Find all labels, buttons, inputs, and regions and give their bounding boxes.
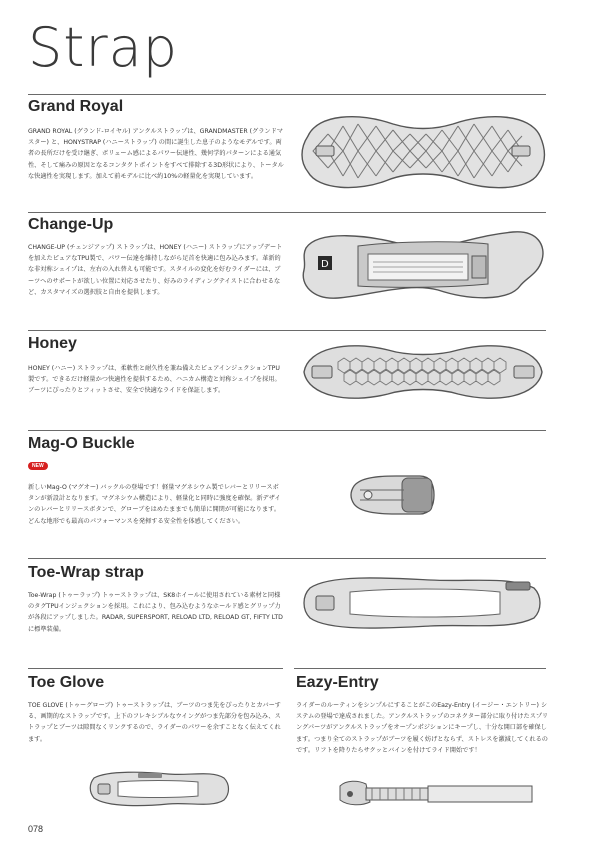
section-divider (28, 212, 546, 213)
section-body-grand-royal: GRAND ROYAL (グランド-ロイヤル) アンクルストラップは、GRANDMASTER (グランドマスター) と、HONYSTRAP (ハニーストラップ) の間に誕生した息子のようなモデルです。両者の長所だけを受け継ぎ、ボリューム感によるパワー伝達性、幾何学的パターンによる通気性、そして痛みの原因となるコンタクトポイントをすべて排除する3D形状により、トータルな快適性を実現します。加えて前モデルに比べ約10%の軽量化を実現しています。 (28, 128, 284, 180)
section-body-change-up: CHANGE-UP (チェンジアップ) ストラップは、HONEY (ハニー) ストラップにアップデートを加えたピュアなTPU製で、パワー伝達を維持しながら足首を快適に包み込みます。革新的な非対称シェイプは、左右の入れ替えも可能です。スタイルの変化を好むライダーには、ブーツへのサポートが欲しい位置に対応させたり、好みのライディングテイストに合わせるなど、カスタマイズの選択肢と自由を提供します。 (28, 244, 283, 296)
section-divider (28, 94, 546, 95)
section-divider (294, 668, 546, 669)
section-body-toe-glove: TOE GLOVE (トゥーグローブ) トゥーストラップは、ブーツのつま先をぴったりとカバーする、画期的なストラップです。上下のフレキシブルなウイングがつま先部分を包み込み、ストラップとブーツは隙間なくリンクするので、ライダーのパワーを余すことなく伝えてくれます。 (28, 702, 281, 743)
new-badge: NEW (28, 462, 48, 470)
section-title-eazy-entry: Eazy-Entry (296, 674, 379, 691)
section-divider (28, 430, 546, 431)
section-divider (28, 668, 283, 669)
section-title-change-up: Change-Up (28, 216, 114, 233)
section-title-mag-o-buckle: Mag-O Buckle (28, 435, 135, 452)
grand-royal-strap-image (298, 106, 548, 196)
toe-wrap-strap-image (300, 568, 544, 638)
honey-strap-image (298, 334, 548, 410)
change-up-strap-image (298, 226, 548, 306)
page-number: 078 (28, 824, 44, 834)
section-body-eazy-entry: ライダーのルーティンをシンプルにすることがこのEazy-Entry (イージー・エントリー) システムの登場で達成されました。アンクルストラップのコネクター部分に取り付けたスプリングパーツがアンクルストラップをオープンポジションにキープし、十分な開口部を確保します。つまり全てのストラップがブーツを履く妨げとならず、ストレスを激減してくれるのです。リフトを降りたらサクッとバインを付けてライド開始です！ (296, 702, 549, 754)
section-title-honey: Honey (28, 335, 77, 352)
toe-glove-strap-image (88, 766, 230, 810)
section-divider (28, 330, 546, 331)
eazy-entry-system-image (336, 776, 536, 810)
section-divider (28, 558, 546, 559)
page-title: Strap (28, 16, 179, 79)
section-body-honey: HONEY (ハニー) ストラップは、柔軟性と耐久性を兼ね備えたピュアインジェクションTPU製です。できるだけ軽量かつ快適性を提供するため、ハニカム構造と対称シェイプを採用。ブーツにぴったりとフィットさせ、安全で快適なライドを保証します。 (28, 365, 281, 395)
section-title-toe-glove: Toe Glove (28, 674, 105, 691)
section-title-grand-royal: Grand Royal (28, 98, 124, 115)
mag-o-buckle-image (346, 468, 438, 522)
svg-text:D: D (321, 259, 329, 270)
section-body-toe-wrap-strap: Toe-Wrap (トゥーラップ) トゥーストラップは、SK8ホイールに使用されている素材と同様のタグTPUインジェクションを採用。これにより、包み込むようなホールド感とグリップ力が各段にアップしました。RADAR, SUPERSPORT, RELOAD LTD, RELOAD GT, FIFTY LTDに標準装備。 (28, 592, 283, 633)
section-body-mag-o-buckle: 新しいMag-O (マグオー) バックルの登場です！軽量マグネシウム製でレバーとリリースボタンが新設計となります。マグネシウム構造により、軽量化と同時に強度を確保。新デザインのレバーとリリースボタンで、グローブをはめたままでも簡単に開閉が可能になります。どんな地形でも最高のパフォーマンスを発揮する安全性を体感してください。 (28, 484, 281, 525)
section-title-toe-wrap-strap: Toe-Wrap strap (28, 564, 144, 581)
